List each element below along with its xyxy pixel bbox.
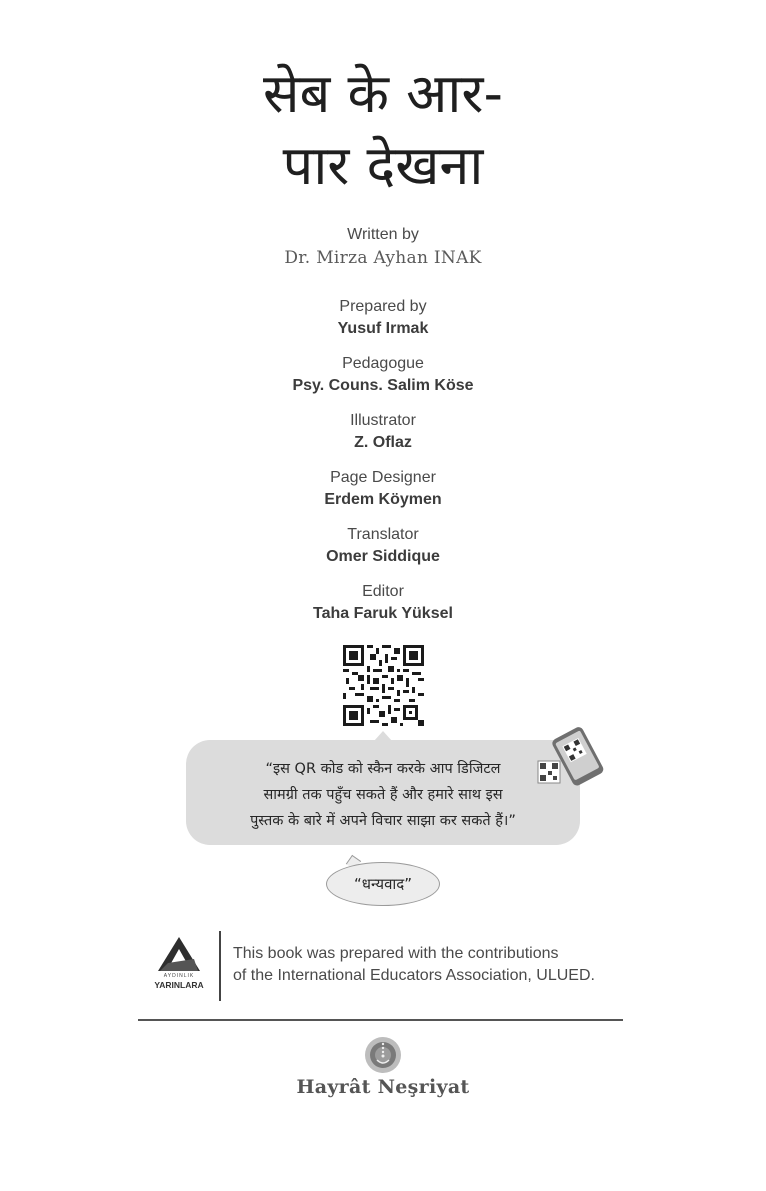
page-designer-name: Erdem Köymen <box>324 491 442 508</box>
book-title-line-2: पार देखना <box>282 134 484 197</box>
written-by-label: Written by <box>347 226 419 243</box>
book-title-line-1: सेब के आर- <box>263 62 503 125</box>
page-designer-label: Page Designer <box>330 469 436 486</box>
author-name: Dr. Mirza Ayhan INAK <box>284 248 482 268</box>
phone-scanning-icon <box>536 727 606 789</box>
aydinlik-triangle-icon <box>146 935 212 973</box>
qr-info-line-1: “इस QR कोड को स्कैन करके आप डिजिटल <box>265 761 501 777</box>
publisher-name: Hayrât Neşriyat <box>296 1076 470 1098</box>
qr-info-bubble <box>186 740 580 845</box>
contribution-line-2: of the International Educators Association, ULUED. <box>233 967 595 984</box>
footer-divider <box>138 1019 623 1021</box>
hayrat-emblem-icon <box>364 1036 402 1074</box>
credits-block <box>0 224 766 625</box>
qr-code-icon[interactable] <box>343 645 424 726</box>
illustrator-label: Illustrator <box>350 412 416 429</box>
illustrator-name: Z. Oflaz <box>354 434 412 451</box>
qr-info-line-2: सामग्री तक पहुँच सकते हैं और हमारे साथ इस <box>263 787 503 803</box>
pedagogue-label: Pedagogue <box>342 355 424 372</box>
aydinlik-label: AYDINLIK <box>163 973 195 979</box>
translator-name: Omer Siddique <box>326 548 440 565</box>
aydinlik-yarinlara-logo <box>146 935 212 995</box>
qr-info-text <box>186 756 580 834</box>
translator-label: Translator <box>347 526 419 543</box>
qr-info-line-3: पुस्तक के बारे में अपने विचार साझा कर सकते हैं।” <box>250 813 516 829</box>
contribution-line-1: This book was prepared with the contributions <box>233 945 559 962</box>
editor-name: Taha Faruk Yüksel <box>313 605 453 622</box>
editor-label: Editor <box>362 583 404 600</box>
book-title <box>0 58 766 202</box>
logo-divider <box>219 931 221 1001</box>
prepared-by-name: Yusuf Irmak <box>337 320 429 337</box>
pedagogue-name: Psy. Couns. Salim Köse <box>292 377 474 394</box>
contribution-note <box>233 943 633 987</box>
thanks-bubble: “धन्यवाद” <box>326 862 440 906</box>
prepared-by-label: Prepared by <box>339 298 427 315</box>
yarinlara-label: YARINLARA <box>154 980 204 990</box>
